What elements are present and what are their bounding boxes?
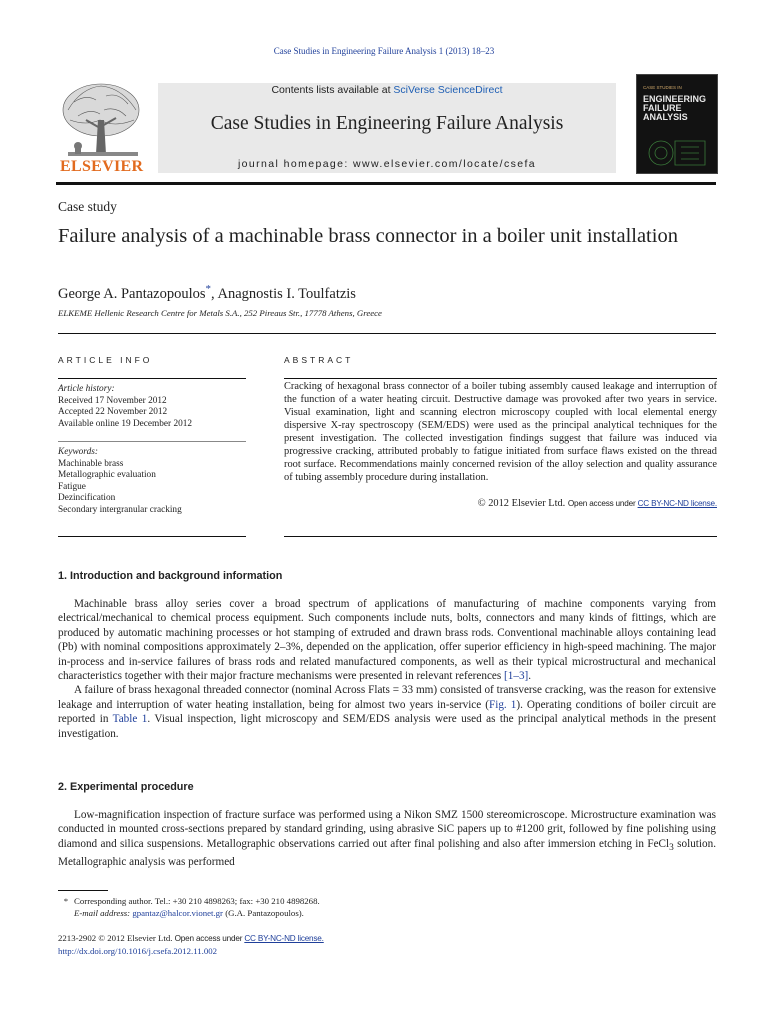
license-link[interactable]: CC BY-NC-ND license. [637, 499, 717, 508]
contents-prefix: Contents lists available at [271, 84, 394, 96]
section-body [58, 597, 716, 741]
article-info-bottom-rule [58, 536, 246, 537]
article-history [58, 384, 246, 430]
author-list [58, 283, 356, 303]
paragraph [58, 808, 716, 870]
footnote-rule [58, 890, 108, 891]
cover-title-line: FAILURE [643, 103, 682, 113]
paragraph [58, 597, 716, 683]
subscript: 3 [669, 843, 674, 854]
keywords [58, 447, 246, 517]
cover-top-text: CASE STUDIES IN [643, 85, 682, 90]
elsevier-wordmark: ELSEVIER [60, 158, 144, 175]
email-suffix: (G.A. Pantazopoulos). [225, 908, 304, 918]
open-access-prefix: Open access under [567, 499, 636, 508]
contents-line [158, 84, 616, 96]
reference-link[interactable]: [1–3] [504, 670, 529, 683]
abstract-copyright [284, 498, 717, 509]
sciencedirect-link[interactable]: SciVerse ScienceDirect [393, 84, 503, 96]
email-link[interactable]: gpantaz@halcor.vionet.gr [132, 908, 223, 918]
section-heading: 1. Introduction and background information [58, 570, 283, 582]
paper-title: Failure analysis of a machinable brass connector in a boiler unit installation [58, 225, 678, 247]
affiliation: ELKEME Hellenic Research Centre for Metals S.A., 252 Pireaus Str., 17778 Athens, Greece [58, 308, 382, 318]
open-access-prefix: Open access under [174, 934, 243, 943]
paragraph [58, 683, 716, 741]
issn-line [58, 932, 324, 945]
open-access-note [175, 934, 324, 943]
author-separator: , [211, 285, 218, 302]
footnote-mark: * [63, 896, 69, 906]
paragraph-text: . [528, 670, 532, 683]
title-rule [58, 333, 716, 334]
elsevier-tree-icon [56, 80, 146, 160]
journal-citation: Case Studies in Engineering Failure Analysis 1 (2013) 18–23 [273, 46, 495, 56]
header-rule [56, 182, 716, 185]
keyword-item: Machinable brass [58, 458, 124, 469]
abstract-bottom-rule [284, 536, 717, 537]
cover-graphic-icon [641, 131, 713, 171]
paragraph-text: A failure of brass hexagonal threaded connector (nominal Across Flats = 33 mm) consisted of transverse cracking, was the reason for extensive leakage and interruption of water heating installation, being for almost two years in-service ( [58, 684, 716, 711]
footnote-line [58, 895, 320, 907]
article-info-heading: ARTICLE INFO [58, 355, 153, 365]
journal-cover-image [636, 74, 718, 174]
cover-title-line: ANALYSIS [643, 112, 688, 122]
abstract-text: Cracking of hexagonal brass connector of a boiler tubing assembly caused leakage and interruption of the function of a water heating circuit. Destructive damage was provoked after two years in service. Visual examination, light and scanning electron microscopy coupled with local elemental energy dispersive X-ray spectroscopy (SEM/EDS) were used as the principal analytical techniques for the present investigation. The collected investigation findings suggest that failure was induced via progressive cracking, attributed probably to fatigue initiated from surface flaws existed on the thread root surface. Recommendations mainly concerned revision of the alloy selection and quality assurance of tubing assembly procedure during installation. [284, 381, 717, 483]
figure-link[interactable]: Fig. 1 [489, 698, 517, 711]
paragraph-text: Low-magnification inspection of fracture surface was performed using a Nikon SMZ 1500 stereomicroscope. Microstructure examination was conducted in mounted cross-sections prepared by standard grinding, using abrasive SiC papers up to #1200 grit, followed by fine polishing using diamond and silica suspensions. Metallographic observations carried out after final polishing and also after immersion etching in FeCl [58, 809, 716, 850]
cover-title [643, 95, 713, 122]
footnote-line [58, 907, 320, 919]
keyword-item: Secondary intergranular cracking [58, 504, 182, 515]
journal-title: Case Studies in Engineering Failure Analysis [210, 113, 564, 134]
abstract-heading: ABSTRACT [284, 355, 354, 365]
section-body [58, 808, 716, 870]
keyword-item: Fatigue [58, 481, 86, 492]
paragraph-text: Machinable brass alloy series cover a broad spectrum of applications of manufacturing of machine components varying from electrical/mechanical to chemical process equipment. Such components include nuts, bolts, connectors and many kinds of fittings, which are produced by automatic machining processes or hot stamping of extruded and drawn brass rods. Conventional machinable alloys containing lead (Pb) with nominal compositions approximately 2–3%, depended on the application, offer superior efficiency in high-speed machining. The major in-process and in-service failures of brass rods and related manufactured components, as well as their typical microstructural and mechanical characteristics together with their major fracture mechanisms were presented in relevant references [58, 598, 716, 683]
history-divider [58, 441, 246, 442]
license-link[interactable]: CC BY-NC-ND license. [244, 934, 324, 943]
history-item: Accepted 22 November 2012 [58, 407, 168, 418]
abstract-rule [284, 378, 717, 379]
cover-title-line: ENGINEERING [643, 94, 707, 104]
author-name: George A. Pantazopoulos [58, 285, 206, 302]
issn-block [58, 932, 324, 957]
footnote-text: Corresponding author. Tel.: +30 210 4898263; fax: +30 210 4898268. [74, 896, 320, 906]
paragraph-text: . Visual inspection, light microscopy and SEM/EDS analysis were used as the principal analytical methods in the present investigation. [58, 713, 717, 740]
author-name: Anagnostis I. Toulfatzis [217, 285, 356, 302]
corresponding-author-mark[interactable]: * [205, 283, 212, 295]
issn-text: 2213-2902 © 2012 Elsevier Ltd. [58, 933, 173, 943]
table-link[interactable]: Table 1 [112, 713, 148, 726]
history-item: Available online 19 December 2012 [58, 418, 193, 429]
copyright-text: © 2012 Elsevier Ltd. [477, 498, 566, 509]
paragraph-text: solution. Metallographic analysis was performed [58, 837, 716, 869]
section-heading: 2. Experimental procedure [58, 781, 194, 793]
article-history-label: Article history: [58, 384, 115, 394]
keyword-item: Dezincification [58, 493, 116, 504]
paragraph-text: ). Operating conditions of boiler circuit are reported in [58, 698, 716, 726]
article-info-rule [58, 378, 246, 379]
journal-homepage[interactable]: journal homepage: www.elsevier.com/locate/csefa [237, 158, 537, 170]
corresponding-footnote [58, 895, 320, 919]
article-type: Case study [58, 199, 117, 214]
history-item: Received 17 November 2012 [58, 395, 167, 406]
email-label: E-mail address: [74, 908, 131, 918]
keywords-label: Keywords: [58, 447, 98, 457]
keyword-item: Metallographic evaluation [58, 470, 156, 481]
open-access-note [568, 499, 717, 508]
doi-link[interactable]: http://dx.doi.org/10.1016/j.csefa.2012.11.002 [58, 946, 218, 956]
